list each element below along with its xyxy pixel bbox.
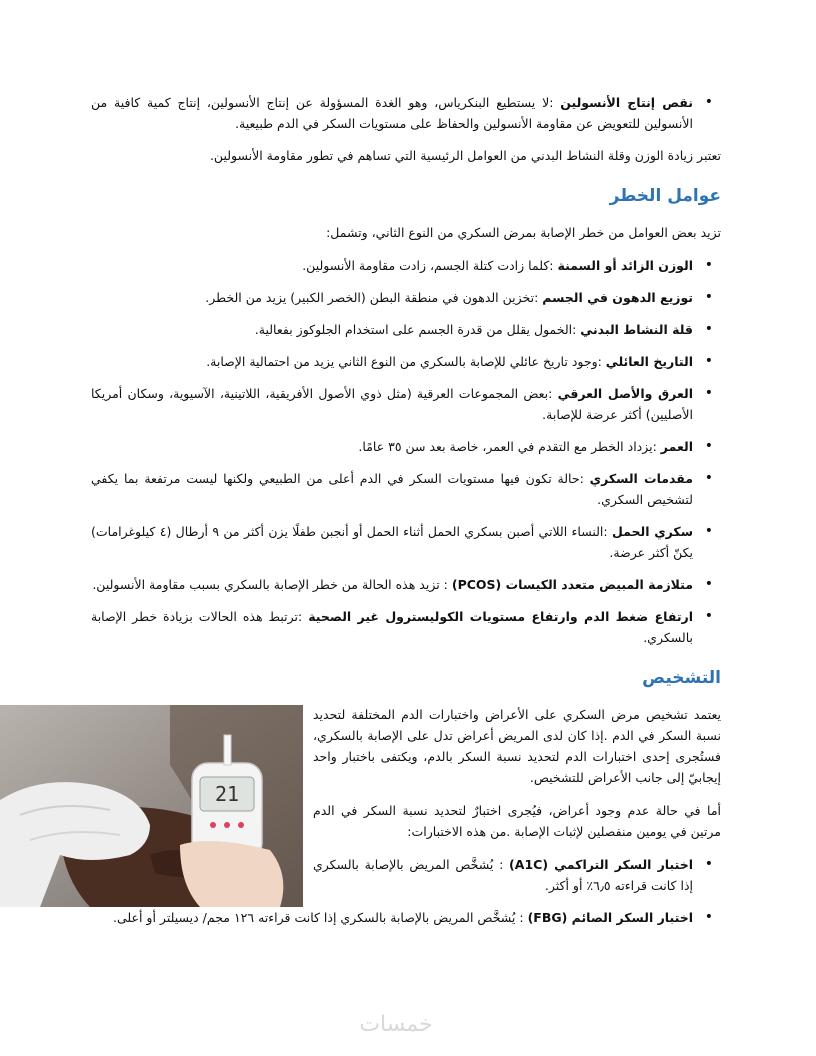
meter-button-icon xyxy=(224,822,230,828)
item-label: قلة النشاط البدني xyxy=(580,322,693,337)
list-item xyxy=(91,255,721,276)
list-item xyxy=(91,383,721,425)
glucose-meter-illustration xyxy=(0,705,303,907)
glucose-test-photo xyxy=(0,705,303,907)
item-label: الوزن الزائد أو السمنة xyxy=(557,258,693,273)
item-text: :الخمول يقلل من قدرة الجسم على استخدام الجلوكوز بفعالية. xyxy=(254,322,581,337)
list-item xyxy=(91,606,721,648)
item-label: متلازمة المبيض متعدد الكيسات (PCOS) xyxy=(451,577,693,592)
diagnosis-paragraph-2: أما في حالة عدم وجود أعراض، فيُجرى اختبارٌ لتحديد نسبة السكر في الدم مرتين في يومين منفصلين لإثبات الإصابة .من هذه الاختبارات: xyxy=(313,803,721,839)
item-text: :حالة تكون فيها مستويات السكر في الدم أعلى من الطبيعي ولكنها ليست مرتفعة بما يكفي لتشخيص السكري. xyxy=(91,471,693,507)
diagnosis-text xyxy=(313,704,721,896)
meter-button-icon xyxy=(238,822,244,828)
item-label: اختبار السكر الصائم (FBG) xyxy=(527,910,693,925)
meter-button-icon xyxy=(210,822,216,828)
item-label: اختبار السكر التراكمي (A1C) xyxy=(509,857,693,872)
list-item xyxy=(91,287,721,308)
item-text: :يزداد الخطر مع التقدم في العمر، خاصة بعد سن ٣٥ عامًا. xyxy=(358,439,661,454)
list-item xyxy=(91,574,721,595)
diagnosis-paragraph-1: يعتمد تشخيص مرض السكري على الأعراض واختبارات الدم المختلفة لتحديد نسبة السكر في الدم .إذا كان لدى المريض أعراض تدل على الإصابة بالسكري، فستُجرى إحدى اختبارات الدم لتحديد نسبة السكر بالدم، ويكتفى باختبار واحد إيجابيّ إلى جانب الأعراض للتشخيص. xyxy=(313,707,721,785)
item-label: ارتفاع ضغط الدم وارتفاع مستويات الكوليسترول غير الصحية xyxy=(308,609,694,624)
diagnosis-heading: التشخيص xyxy=(642,668,721,688)
list-item xyxy=(91,436,721,457)
item-text: :ترتبط هذه الحالات بزيادة خطر الإصابة بالسكري. xyxy=(91,609,693,645)
risk-factors-list xyxy=(91,255,721,648)
meter-reading: 21 xyxy=(214,782,240,806)
item-text: : يُشخَّص المريض بالإصابة بالسكري إذا كانت قراءته ٦٫٥٪ أو أكثر. xyxy=(313,857,693,893)
diagnosis-tests-list xyxy=(313,854,721,896)
item-label: التاريخ العائلي xyxy=(605,354,693,369)
watermark-logo: خمسات xyxy=(359,1012,433,1037)
list-item xyxy=(91,468,721,510)
item-text: :كلما زادت كتلة الجسم، زادت مقاومة الأنسولين. xyxy=(302,258,558,273)
item-label: العمر xyxy=(660,439,693,454)
item-text: :بعض المجموعات العرقية (مثل ذوي الأصول الأفريقية، اللاتينية، الآسيوية، وسكان أمريكا الأصليين) أكثر عرضة للإصابة. xyxy=(91,386,693,422)
item-text: : يُشخَّص المريض بالإصابة بالسكري إذا كانت قراءته ١٢٦ مجم/ ديسيلتر أو أعلى. xyxy=(113,910,528,925)
diagnosis-tests-list-2 xyxy=(91,907,721,928)
item-label: العرق والأصل العرقي xyxy=(557,386,693,401)
risk-factors-heading: عوامل الخطر xyxy=(609,186,721,206)
item-label: مقدمات السكري xyxy=(589,471,693,486)
list-item xyxy=(91,907,721,928)
item-text: :النساء اللاتي أصبن بسكري الحمل أثناء الحمل أو أنجبن طفلًا يزن أكثر من ٩ أرطال (٤ كيلوغرامات) يكنّ أكثر عرضة. xyxy=(91,524,693,560)
intro-list xyxy=(91,92,721,134)
holding-hand xyxy=(180,841,283,907)
list-item xyxy=(91,92,721,134)
intro-paragraph: تعتبر زيادة الوزن وقلة النشاط البدني من العوامل الرئيسية التي تساهم في تطور مقاومة الأنسولين. xyxy=(209,148,721,163)
list-item xyxy=(313,854,721,896)
item-text: : تزيد هذه الحالة من خطر الإصابة بالسكري بسبب مقاومة الأنسولين. xyxy=(92,577,452,592)
item-text: :تخزين الدهون في منطقة البطن (الخصر الكبير) يزيد من الخطر. xyxy=(205,290,543,305)
item-label: توزيع الدهون في الجسم xyxy=(542,290,693,305)
list-item xyxy=(91,319,721,340)
item-text: :وجود تاريخ عائلي للإصابة بالسكري من النوع الثاني يزيد من احتمالية الإصابة. xyxy=(206,354,606,369)
list-item xyxy=(91,351,721,372)
item-text: :لا يستطيع البنكرياس، وهو الغدة المسؤولة عن إنتاج الأنسولين، إنتاج كمية كافية من الأنسولين للتعويض عن مقاومة الأنسولين والحفاظ على مستويات السكر في الدم طبيعية. xyxy=(91,95,693,131)
item-label: نقص إنتاج الأنسولين xyxy=(560,95,693,110)
item-label: سكري الحمل xyxy=(611,524,693,539)
risk-factors-intro: تزيد بعض العوامل من خطر الإصابة بمرض السكري من النوع الثاني، وتشمل: xyxy=(326,225,721,240)
test-strip xyxy=(224,735,231,765)
list-item xyxy=(91,521,721,563)
